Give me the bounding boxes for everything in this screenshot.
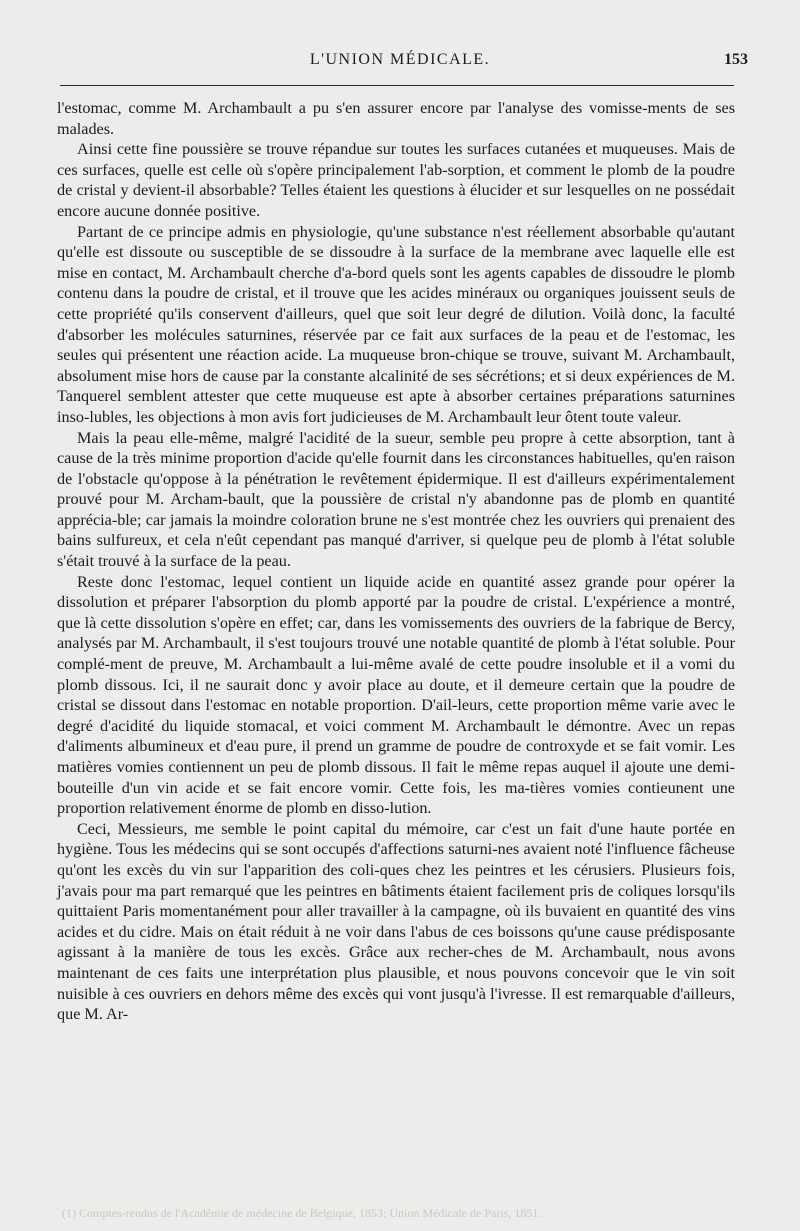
paragraph-5: Reste donc l'estomac, lequel contient un liquide acide en quantité assez grande pour opérer la dissolution et préparer l'absorption du plomb apporté par la poudre de cristal. L'expérience a montré, que là cette dissolution s'opère en effet; car, dans les vomissements des ouvriers de la fabrique de Bercy, analysés par M. Archambault, il s'est toujours trouvé une notable quantité de plomb à l'état soluble. Pour complé-ment de preuve, M. Archambault a lui-même avalé de cette poudre insoluble et il a vomi du plomb dissous. Ici, il ne saurait donc y avoir place au doute, et il demeure certain que la poudre de cristal se dissout dans l'estomac en notable proportion. D'ail-leurs, cette proportion même varie avec le degré d'acidité du liquide stomacal, et voici comment M. Archambault le démontre. Avec un repas d'aliments albumineux et d'eau pure, il prend un gramme de poudre de controxyde et se fait vomir. Les matières vomies contiennent un peu de plomb dissous. Il fait le même repas auquel il ajoute une demi-bouteille d'un vin acide et se fait encore vomir. Cette fois, les ma-tières vomies contieunent une proportion relativement énorme de plomb en disso-lution. [57,572,735,818]
paragraph-1: l'estomac, comme M. Archambault a pu s'en assurer encore par l'analyse des vomisse-ments de ses malades. [57,99,735,138]
running-title: L'UNION MÉDICALE. [309,51,491,68]
paragraph-3: Partant de ce principe admis en physiologie, qu'une substance n'est réellement absorbable qu'autant qu'elle est dissoute ou susceptible de se dissoudre à la surface de la membrane avec laquelle elle est mise en contact, M. Archambault cherche d'a-bord quels sont les agents capables de dissoudre le plomb contenu dans la poudre de cristal, et il trouve que les acides minéraux ou organiques jouissent seuls de cette propriété qu'ils conservent d'ailleurs, quel que soit leur degré de dilution. Voilà donc, la faculté d'absorber les molécules saturnines, réservée par ce fait aux surfaces de la peau et de l'estomac, les seules qui présentent une réaction acide. La muqueuse bron-chique se trouve, suivant M. Archambault, absolument mise hors de cause par la constante alcalinité de ses sécrétions; et si deux expériences de M. Tanquerel semblent attester que cette muqueuse est apte à absorber certaines préparations saturnines inso-lubles, les objections à mon avis fort judicieuses de M. Archambault leur ôtent toute valeur. [57,222,735,426]
paragraph-4: Mais la peau elle-même, malgré l'acidité de la sueur, semble peu propre à cette absorption, tant à cause de la très minime proportion d'acide qu'elle fournit dans les circonstances habituelles, qu'en raison de l'obstacle qu'oppose à la pénétration le revêtement épidermique. Il est d'ailleurs expérimentalement prouvé pour M. Archam-bault, que la poussière de cristal n'y abandonne pas de plomb en quantité apprécia-ble; car jamais la moindre coloration brune ne s'est montrée chez les ouvriers qui prenaient des bains sulfureux, et cela n'eût cependant pas manqué d'arriver, si quelque peu de plomb à l'état soluble s'était trouvé à la surface de la peau. [57,428,735,571]
body-text [57,98,735,1025]
page-number: 153 [724,51,748,68]
paragraph-6: Ceci, Messieurs, me semble le point capital du mémoire, car c'est un fait d'une haute portée en hygiène. Tous les médecins qui se sont occupés d'affections saturni-nes avaient noté l'influence fâcheuse qu'ont les excès du vin sur l'apparition des coli-ques chez les peintres et les cérusiers. Plusieurs fois, j'avais pour ma part remarqué que les peintres en bâtiments étaient facilement pris de coliques lorsqu'ils quittaient Paris momentanément pour aller travailler à la campagne, où ils buvaient en quantité des vins acides et du cidre. Mais on était réduit à ne voir dans l'abus de ces boissons qu'une cause prédisposante agissant à la manière de tous les excès. Grâce aux recher-ches de M. Archambault, nous avons maintenant de ces faits une interprétation plus plausible, et nous pouvons concevoir que le vin soit nuisible à ces ouvriers en dehors même des excès qui vont jusqu'à l'ivresse. Il est remarquable d'ailleurs, que M. Ar- [57,819,735,1024]
paragraph-2: Ainsi cette fine poussière se trouve répandue sur toutes les surfaces cutanées et muqueuses. Mais de ces surfaces, quelle est celle où s'opère principalement l'ab-sorption, et comment le plomb de la poudre de cristal y devient-il absorbable? Telles étaient les questions à élucider et sur lesquelles on ne possédait encore aucune donnée positive. [57,140,735,220]
running-header [0,50,800,74]
bleed-through-footnote: (1) Comptes-rendus de l'Académie de médecine de Belgique, 1853; Union Médicale de Paris, 1851. [62,1206,542,1220]
header-rule [60,85,734,86]
